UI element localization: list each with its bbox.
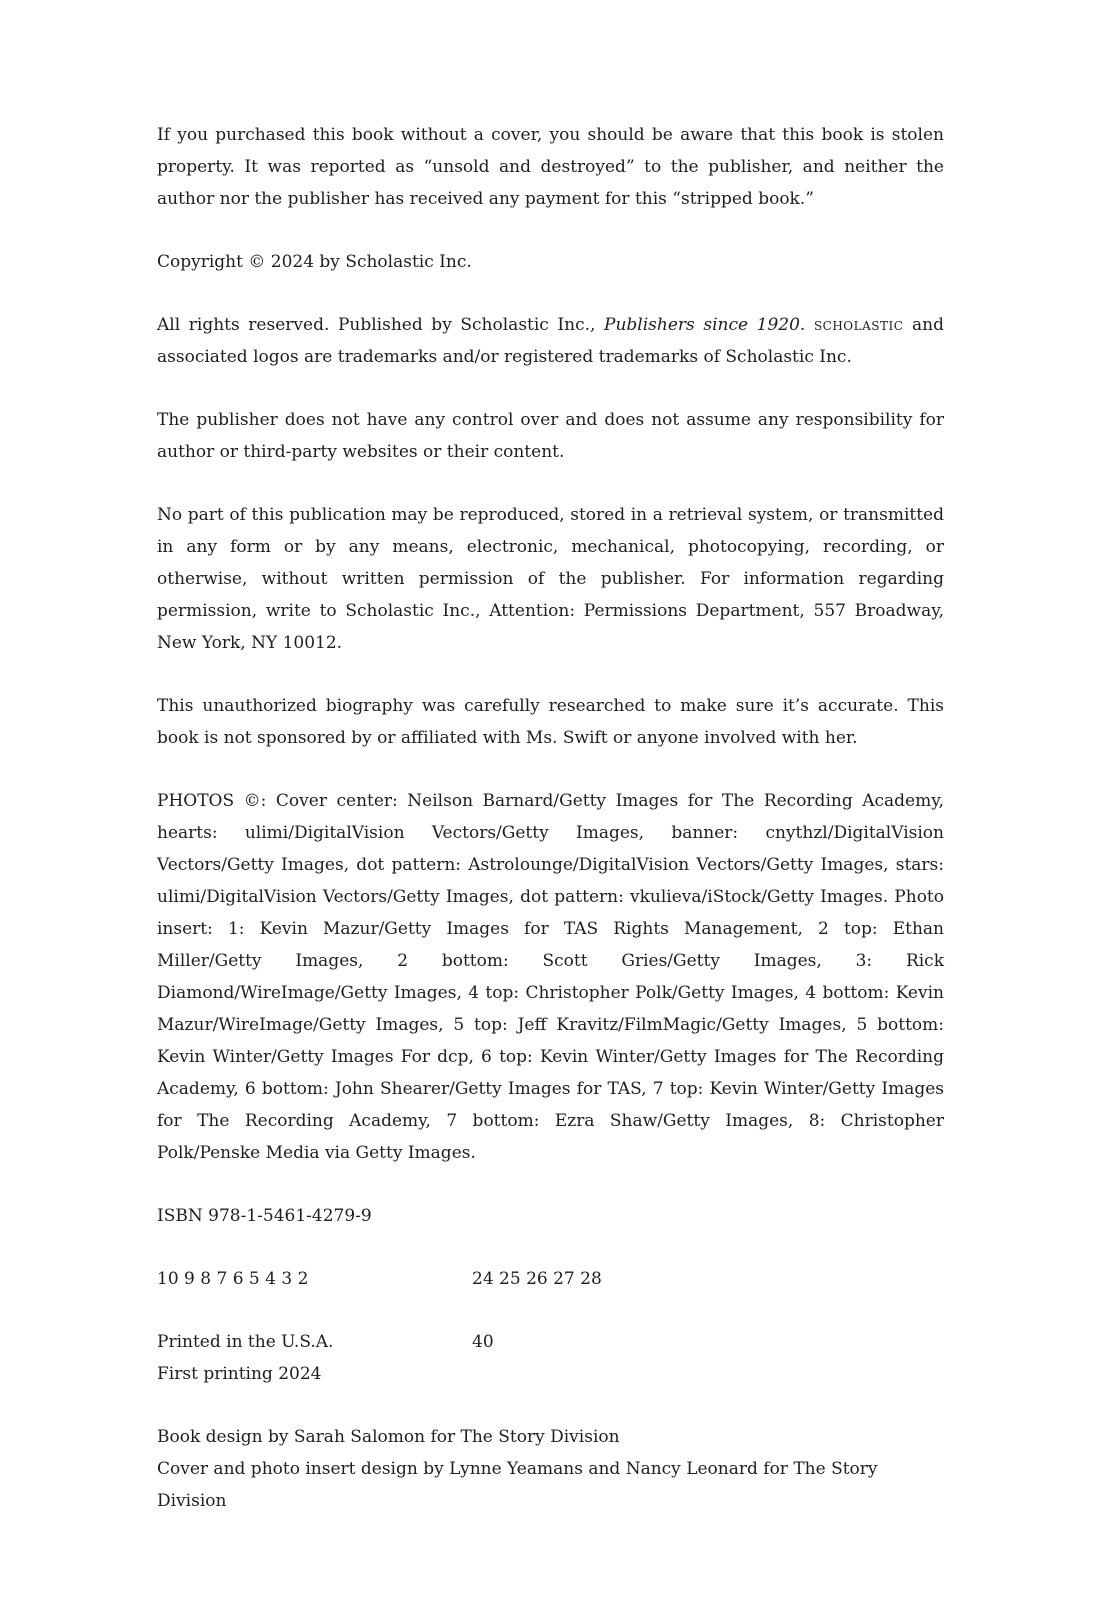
printing-info [157,1326,944,1390]
copyright-line: Copyright © 2024 by Scholastic Inc. [157,252,472,272]
printed-in: Printed in the U.S.A. [157,1332,334,1352]
isbn: ISBN 978-1-5461-4279-9 [157,1206,372,1226]
copyright-page [157,119,944,1548]
printer-code: 40 [472,1332,494,1352]
print-year-line: 24 25 26 27 28 [472,1269,602,1289]
biography-notice: This unauthorized biography was carefully researched to make sure it’s accurate. This book is not sponsored by or affiliated with Ms. Swift or anyone involved with her. [157,696,944,748]
rights-text-end: and associated logos are trademarks and/or registered trademarks of Scholastic Inc. [157,315,945,367]
stripped-book-notice: If you purchased this book without a cover, you should be aware that this book is stolen property. It was reported as “unsold and destroyed” to the publisher, and neither the author nor the publisher has received any payment for this “stripped book.” [157,125,944,209]
print-line [157,1263,944,1295]
rights-statement [157,309,944,373]
first-printing: First printing 2024 [157,1364,322,1384]
websites-notice: The publisher does not have any control over and does not assume any responsibility for author or third-party websites or their content. [157,410,944,462]
rights-text-start: All rights reserved. Published by Scholastic Inc., [157,315,605,335]
print-number-line: 10 9 8 7 6 5 4 3 2 [157,1269,309,1289]
photo-credits: PHOTOS ©: Cover center: Neilson Barnard/Getty Images for The Recording Academy, hearts: ulimi/DigitalVision Vectors/Getty Images, banner: cnythzl/DigitalVision Vectors/Getty Images, dot pattern: Astrolounge/DigitalVision Vectors/Getty Images, stars: ulimi/DigitalVision Vectors/Getty Images, dot pattern: vkulieva/iStock/Getty Images. Photo insert: 1: Kevin Mazur/Getty Images for TAS Rights Management, 2 top: Ethan Miller/Getty Images, 2 bottom: Scott Gries/Getty Images, 3: Rick Diamond/WireImage/Getty Images, 4 top: Christopher Polk/Getty Images, 4 bottom: Kevin Mazur/WireImage/Getty Images, 5 top: Jeff Kravitz/FilmMagic/Getty Images, 5 bottom: Kevin Winter/Getty Images For dcp, 6 top: Kevin Winter/Getty Images for The Recording Academy, 6 bottom: John Shearer/Getty Images for TAS, 7 top: Kevin Winter/Getty Images for The Recording Academy, 7 bottom: Ezra Shaw/Getty Images, 8: Christopher Polk/Penske Media via Getty Images. [157,791,944,1163]
book-design-credit: Book design by Sarah Salomon for The Story Division [157,1427,620,1447]
rights-space [805,315,814,335]
design-credits [157,1421,944,1517]
publishers-since-text: Publishers since 1920. [604,315,806,335]
cover-design-credit: Cover and photo insert design by Lynne Yeamans and Nancy Leonard for The Story Division [157,1459,878,1511]
scholastic-brand: scholastic [813,315,904,335]
reproduction-notice: No part of this publication may be reproduced, stored in a retrieval system, or transmitted in any form or by any means, electronic, mechanical, photocopying, recording, or otherwise, without written permission of the publisher. For information regarding permission, write to Scholastic Inc., Attention: Permissions Department, 557 Broadway, New York, NY 10012. [157,505,944,653]
